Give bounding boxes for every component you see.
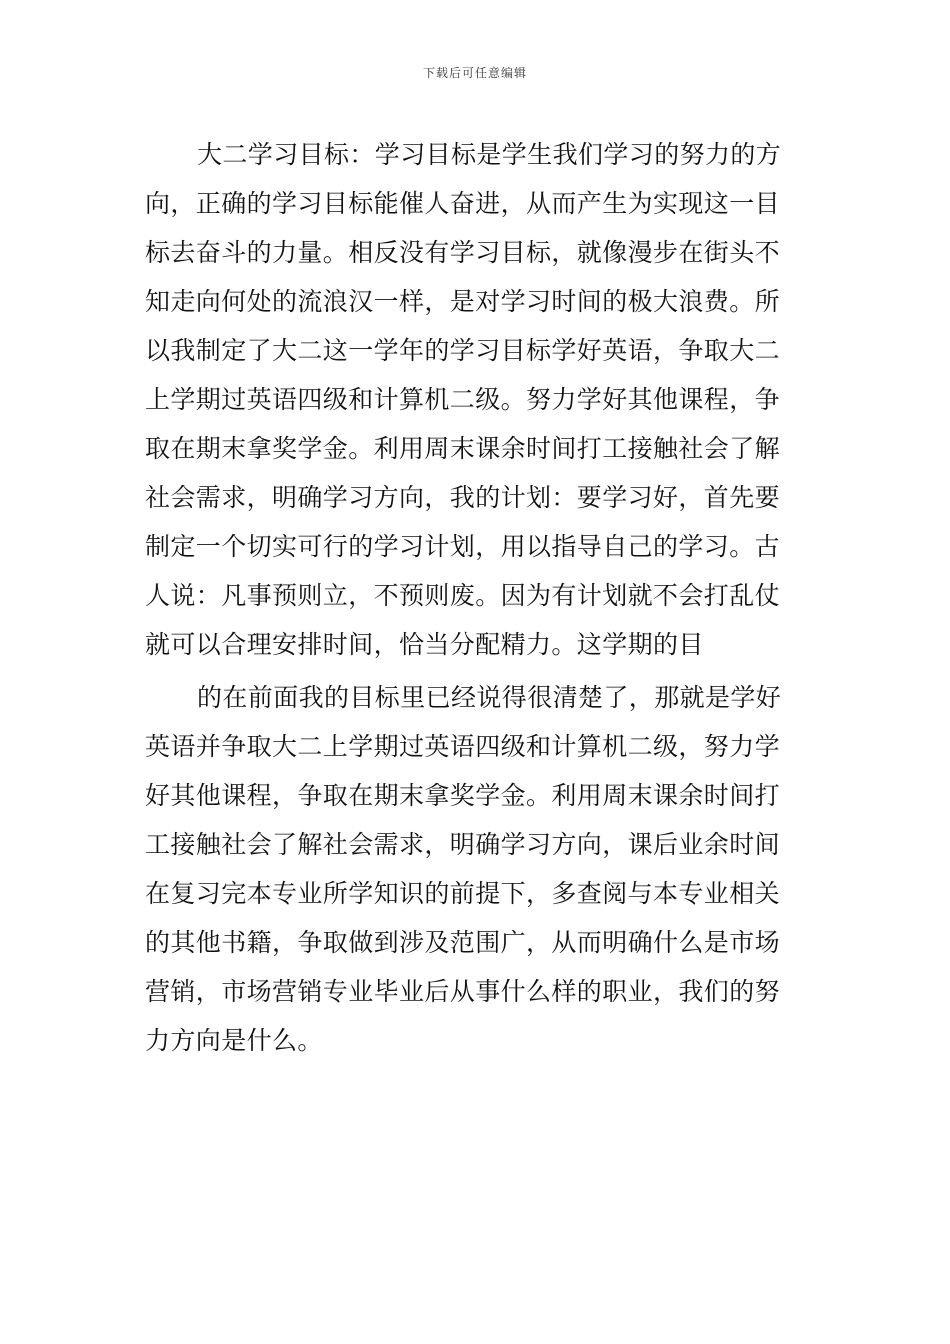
paragraph-line: 向，正确的学习目标能催人奋进，从而产生为实现这一目 — [145, 189, 781, 218]
paragraph-line: 人说：凡事预则立，不预则废。因为有计划就不会打乱仗 — [145, 581, 781, 610]
paragraph-line: 的其他书籍，争取做到涉及范围广，从而明确什么是市场 — [145, 928, 781, 957]
paragraph-line: 制定一个切实可行的学习计划，用以指导自己的学习。古 — [145, 532, 781, 561]
paragraph-line: 英语并争取大二上学期过英语四级和计算机二级，努力学 — [145, 732, 781, 761]
paragraph-line: 营销，市场营销专业毕业后从事什么样的职业，我们的努 — [145, 977, 781, 1006]
paragraph-line: 以我制定了大二这一学年的学习目标学好英语，争取大二 — [145, 336, 781, 365]
paragraph-line: 在复习完本专业所学知识的前提下，多查阅与本专业相关 — [145, 879, 781, 908]
paragraph-line: 的在前面我的目标里已经说得很清楚了，那就是学好 — [197, 683, 782, 712]
paragraph-line: 社会需求，明确学习方向，我的计划：要学习好，首先要 — [145, 483, 781, 512]
paragraph-line: 取在期末拿奖学金。利用周末课余时间打工接触社会了解 — [145, 434, 781, 463]
paragraph-line: 就可以合理安排时间，恰当分配精力。这学期的目 — [145, 630, 704, 659]
paragraph-1 — [145, 130, 809, 669]
paragraph-line: 大二学习目标：学习目标是学生我们学习的努力的方 — [197, 140, 782, 169]
paragraph-line: 知走向何处的流浪汉一样，是对学习时间的极大浪费。所 — [145, 287, 781, 316]
document-body — [145, 130, 809, 1065]
paragraph-line: 工接触社会了解社会需求，明确学习方向，课后业余时间 — [145, 830, 781, 859]
paragraph-2 — [145, 673, 809, 1065]
paragraph-line: 好其他课程，争取在期末拿奖学金。利用周末课余时间打 — [145, 781, 781, 810]
paragraph-line: 上学期过英语四级和计算机二级。努力学好其他课程，争 — [145, 385, 781, 414]
page-header: 下载后可任意编辑 — [422, 66, 527, 80]
paragraph-line: 力方向是什么。 — [145, 1026, 323, 1055]
paragraph-line: 标去奋斗的力量。相反没有学习目标，就像漫步在街头不 — [145, 238, 781, 267]
